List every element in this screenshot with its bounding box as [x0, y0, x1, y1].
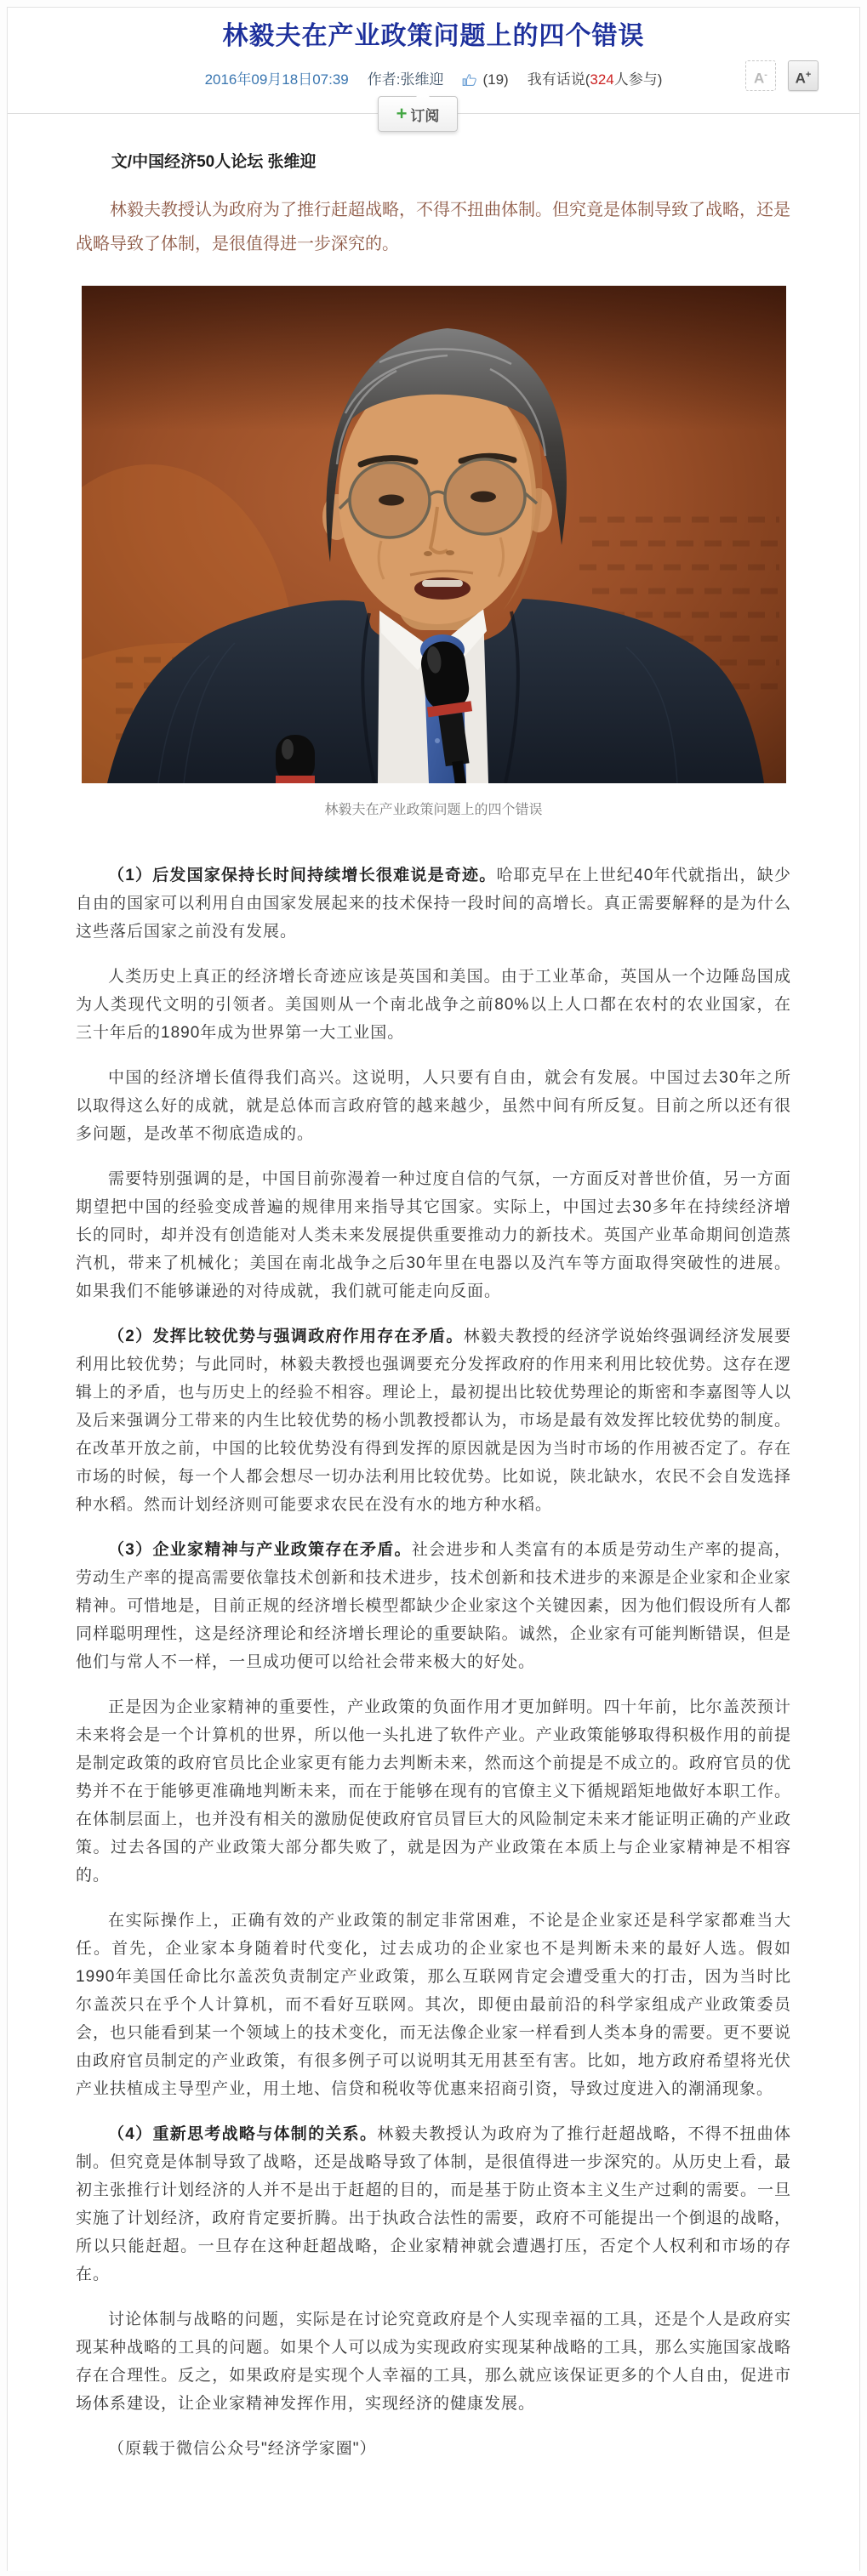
author-label: 作者:	[367, 71, 401, 88]
thumbs-up-icon	[462, 72, 478, 88]
article-meta	[54, 67, 813, 93]
paragraph-lead: （2）发挥比较优势与强调政府作用存在矛盾。	[108, 1328, 464, 1345]
comments-text: 我有话说(	[527, 71, 590, 88]
paragraph-text: 林毅夫教授的经济学说始终强调经济发展要利用比较优势；与此同时，林毅夫教授也强调要充分发挥政府的作用来利用比较优势。这存在逻辑上的矛盾，也与历史上的经验不相容。理论上，最初提出比较优势理论的斯密和李嘉图等人以及后来强调分工带来的内生比较优势的杨小凯教授都认为，市场是最有效发挥比较优势的制度。在改革开放之前，中国的比较优势没有得到发挥的原因就是因为当时市场的作用被否定了。存在市场的时候，每一个人都会想尽一切办法利用比较优势。比如说，陕北缺水，农民不会自发选择种水稻。然而计划经济则可能要求农民在没有水的地方种水稻。	[76, 1328, 791, 1514]
article-paragraph	[76, 1322, 791, 1519]
article-paragraph	[76, 2435, 791, 2463]
byline: 文/中国经济50人论坛 张维迎	[111, 153, 317, 171]
article-paragraph	[76, 2306, 791, 2418]
paragraph-text: 中国的经济增长值得我们高兴。这说明，人只要有自由，就会有发展。中国过去30年之所以取得这么好的成就，就是总体而言政府管的越来越少，虽然中间有所反复。目前之所以还有很多问题，是改革不彻底造成的。	[76, 1069, 791, 1143]
like-count: (19)	[482, 71, 509, 88]
intro-quote: 林毅夫教授认为政府为了推行赶超战略，不得不扭曲体制。但究竟是体制导致了战略，还是战略导致了体制，是很值得进一步深究的。	[76, 199, 790, 253]
article-paragraph	[76, 1165, 791, 1305]
article-photo	[82, 286, 786, 783]
like-control[interactable]	[462, 67, 508, 93]
speaker-photo-illustration	[82, 286, 786, 783]
article-header	[8, 8, 859, 124]
page-title: 林毅夫在产业政策问题上的四个错误	[222, 22, 645, 50]
paragraph-text: 讨论体制与战略的问题，实际是在讨论究竟政府是个人实现幸福的工具，还是个人是政府实现某种战略的工具的问题。如果个人可以成为实现政府实现某种战略的工具，那么实施国家战略存在合理性。反之，如果政府是实现个人幸福的工具，那么就应该保证更多的个人自由，促进市场体系建设，让企业家精神发挥作用，实现经济的健康发展。	[76, 2311, 791, 2413]
font-decrease-button[interactable]: A-	[745, 60, 776, 91]
font-size-controls	[745, 60, 819, 91]
subscribe-label: 订阅	[410, 107, 440, 124]
paragraph-lead: （1）后发国家保持长时间持续增长很难说是奇迹。	[108, 867, 497, 884]
article-paragraph	[76, 1907, 791, 2103]
comments-link[interactable]	[528, 67, 663, 93]
comments-count: 324	[590, 71, 614, 88]
subscribe-button[interactable]	[378, 96, 458, 132]
article-paragraph	[76, 1693, 791, 1890]
author-link[interactable]: 张维迎	[400, 71, 444, 88]
paragraph-text: 正是因为企业家精神的重要性，产业政策的负面作用才更加鲜明。四十年前，比尔盖茨预计未来将会是一个计算机的世界，所以他一头扎进了软件产业。产业政策能够取得积极作用的前提是制定政策的政府官员比企业家更有能力去判断未来，然而这个前提是不成立的。政府官员的优势并不在于能够更准确地判断未来，而在于能够在现有的官僚主义下循规蹈矩地做好本职工作。在体制层面上，也并没有相关的激励促使政府官员冒巨大的风险制定未来才能证明正确的产业政策。过去各国的产业政策大部分都失败了，就是因为产业政策在本质上与企业家精神是不相容的。	[76, 1698, 791, 1885]
article-paragraph	[76, 1064, 791, 1148]
article-paragraph	[76, 862, 791, 946]
paragraph-text: 社会进步和人类富有的本质是劳动生产率的提高，劳动生产率的提高需要依靠技术创新和技术进步，技术创新和技术进步的来源是企业家和企业家精神。可惜地是，目前正规的经济增长模型都缺少企业家这个关键因素，因为他们假设所有人都同样聪明理性，这是经济理论和经济增长理论的重要缺陷。诚然，企业家有可能判断错误，但是他们与常人不一样，一旦成功便可以给社会带来极大的好处。	[76, 1541, 791, 1671]
article-text	[76, 862, 791, 2463]
paragraph-text: 人类历史上真正的经济增长奇迹应该是英国和美国。由于工业革命，英国从一个边陲岛国成为人类现代文明的引领者。美国则从一个南北战争之前80%以上人口都在农村的农业国家，在三十年后的1890年成为世界第一大工业国。	[76, 968, 791, 1042]
paragraph-text: 哈耶克早在上世纪40年代就指出，缺少自由的国家可以利用自由国家发展起来的技术保持一段时间的高增长。真正需要解释的是为什么这些落后国家之前没有发展。	[76, 867, 791, 941]
article-paragraph	[76, 963, 791, 1047]
article-body	[8, 151, 859, 2463]
comments-suffix: 人参与)	[613, 71, 663, 88]
font-increase-button[interactable]: A+	[788, 60, 819, 91]
photo-caption: 林毅夫在产业政策问题上的四个错误	[324, 803, 543, 817]
publish-date: 2016年09月18日07:39	[204, 71, 349, 88]
article-paragraph	[76, 2120, 791, 2289]
article-paragraph	[76, 1536, 791, 1676]
paragraph-text: 林毅夫教授认为政府为了推行赶超战略，不得不扭曲体制。但究竟是体制导致了战略，还是战略导致了体制，是很值得进一步深究的。从历史上看，最初主张推行计划经济的人并不是出于赶超的目的，而是基于防止资本主义生产过剩的需要。一旦实施了计划经济，政府肯定要折腾。出于执政合法性的需要，政府不可能提出一个倒退的战略，所以只能赶超。一旦存在这种赶超战略，企业家精神就会遭遇打压，否定个人权利和市场的存在。	[76, 2125, 791, 2283]
author	[368, 67, 444, 93]
paragraph-lead: （3）企业家精神与产业政策存在矛盾。	[108, 1541, 412, 1559]
article-page	[7, 7, 860, 2571]
plus-icon: +	[396, 103, 408, 124]
paragraph-text: （原载于微信公众号"经济学家圈"）	[108, 2440, 377, 2458]
paragraph-text: 在实际操作上，正确有效的产业政策的制定非常困难，不论是企业家还是科学家都难当大任。首先，企业家本身随着时代变化，过去成功的企业家也不是判断未来的最好人选。假如1990年美国任命比尔盖茨负责制定产业政策，那么互联网肯定会遭受重大的打击，因为当时比尔盖茨只在乎个人计算机，而不看好互联网。其次，即便由最前沿的科学家组成产业政策委员会，也只能看到某一个领域上的技术变化，而无法像企业家一样看到人类本身的需要。更不要说由政府官员制定的产业政策，有很多例子可以说明其无用甚至有害。比如，地方政府希望将光伏产业扶植成主导型产业，用土地、信贷和税收等优惠来招商引资，导致过度进入的潮涌现象。	[76, 1912, 791, 2098]
paragraph-text: 需要特别强调的是，中国目前弥漫着一种过度自信的气氛，一方面反对普世价值，另一方面期望把中国的经验变成普遍的规律用来指导其它国家。实际上，中国过去30多年在持续经济增长的同时，却并没有创造能对人类未来发展提供重要推动力的新技术。英国产业革命期间创造蒸汽机，带来了机械化；美国在南北战争之后30年里在电器以及汽车等方面取得突破性的进展。如果我们不能够谦逊的对待成就，我们就可能走向反面。	[76, 1170, 791, 1300]
paragraph-lead: （4）重新思考战略与体制的关系。	[108, 2125, 378, 2143]
